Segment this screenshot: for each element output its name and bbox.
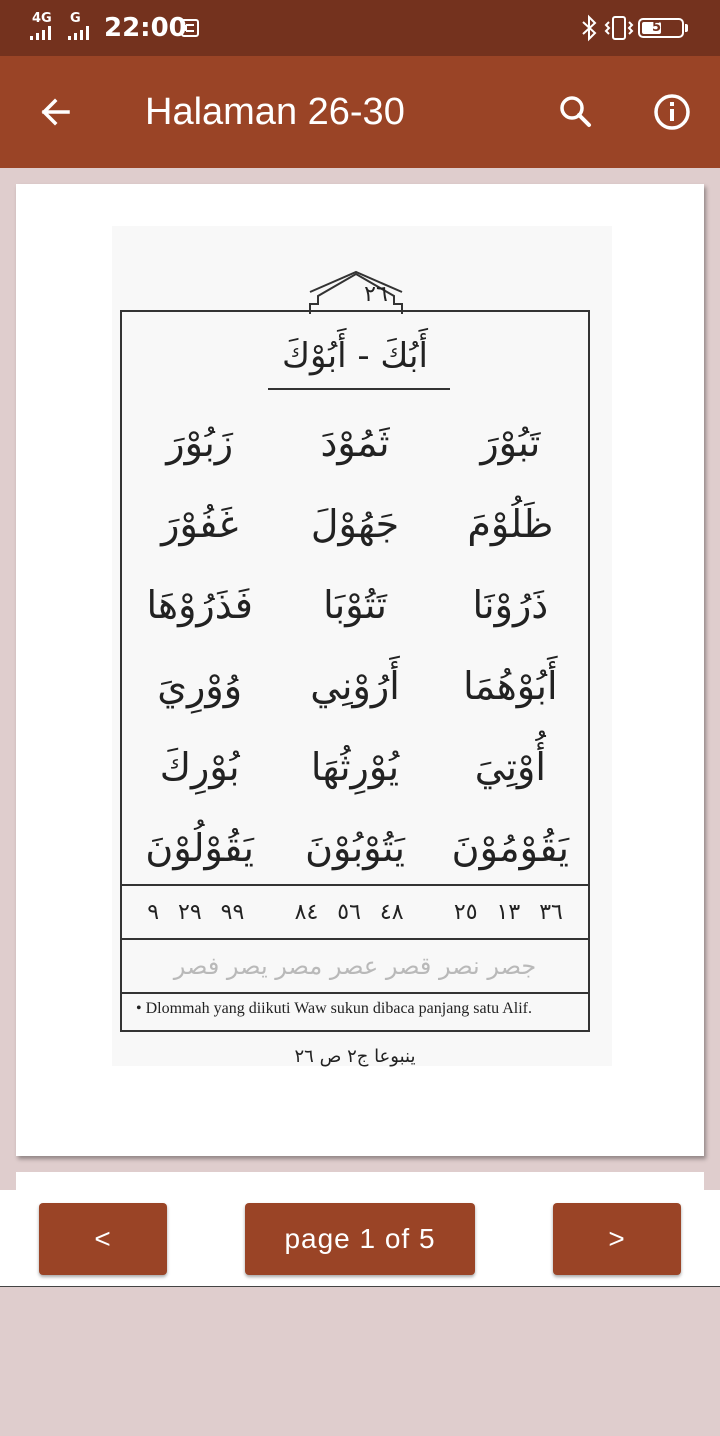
previous-page-button[interactable]: < bbox=[39, 1203, 167, 1275]
bluetooth-icon bbox=[580, 14, 598, 42]
info-icon[interactable] bbox=[650, 90, 694, 134]
word-item: يَقُوْلُوْنَ bbox=[145, 825, 254, 870]
signal-bars-icon-2 bbox=[68, 26, 98, 40]
bullet-icon: • bbox=[136, 1000, 146, 1017]
word-item: فَذَرُوْهَا bbox=[146, 582, 253, 627]
title-underline bbox=[268, 388, 450, 390]
next-page-button[interactable]: > bbox=[553, 1203, 681, 1275]
status-bar bbox=[0, 0, 720, 56]
number-group: ٣٦ ١٣ ٢٥ bbox=[453, 899, 563, 925]
vibrate-icon bbox=[604, 14, 634, 42]
word-item: غَفُوْرَ bbox=[161, 501, 239, 546]
lesson-frame bbox=[120, 310, 590, 1032]
signal-indicator bbox=[30, 12, 96, 40]
network-type-secondary: G bbox=[70, 11, 81, 26]
back-button[interactable] bbox=[34, 90, 78, 134]
battery-tip bbox=[685, 24, 688, 32]
pager-bar bbox=[0, 1190, 720, 1287]
word-item: ذَرُوْنَا bbox=[472, 582, 549, 627]
page-title: Halaman 26-30 bbox=[145, 91, 405, 133]
network-type: 4G bbox=[32, 11, 52, 26]
word-item: أُوْتِيَ bbox=[474, 744, 546, 789]
number-group: ٩٩ ٢٩ ٩ bbox=[147, 899, 245, 925]
word-item: زَبُوْرَ bbox=[166, 420, 234, 465]
word-item: يَتُوْبُوْنَ bbox=[305, 825, 405, 870]
word-item: يَقُوْمُوْنَ bbox=[451, 825, 569, 870]
book-page-number: ٢٦ bbox=[364, 282, 388, 307]
word-item: أَرُوْنِي bbox=[310, 663, 400, 708]
lesson-note bbox=[136, 1000, 578, 1018]
app-bar bbox=[0, 56, 720, 168]
signal-bars-icon bbox=[30, 26, 60, 40]
word-item: جَهُوْلَ bbox=[310, 501, 400, 546]
clock: 22:00 bbox=[104, 13, 187, 43]
word-item: تَبُوْرَ bbox=[480, 420, 541, 465]
book-page-image bbox=[112, 226, 612, 1066]
numbers-row bbox=[122, 884, 588, 940]
word-item: وُوْرِيَ bbox=[157, 663, 243, 708]
lesson-title: أَبُكَ - أَبُوْكَ bbox=[282, 336, 428, 376]
page-viewer bbox=[16, 184, 704, 1156]
word-item: يُوْرِثُهَا bbox=[310, 744, 400, 789]
word-item: أَبُوْهُمَا bbox=[463, 663, 558, 708]
lesson-note-text: Dlommah yang diikuti Waw sukun dibaca panjang satu Alif. bbox=[145, 1000, 532, 1017]
search-icon[interactable] bbox=[554, 90, 598, 134]
word-item: ظَلُوْمَ bbox=[467, 501, 554, 546]
battery-percent: 51 bbox=[651, 20, 671, 35]
word-item: تَتُوْبَا bbox=[323, 582, 387, 627]
screenshot-icon bbox=[180, 18, 200, 38]
word-grid bbox=[122, 402, 588, 888]
number-group: ٤٨ ٥٦ ٨٤ bbox=[294, 899, 404, 925]
tracing-practice: جصر نصر قصر عصر مصر يصر فصر bbox=[122, 940, 588, 994]
page-indicator-button[interactable]: page 1 of 5 bbox=[245, 1203, 475, 1275]
word-item: ثَمُوْدَ bbox=[320, 420, 390, 465]
battery-icon bbox=[638, 18, 684, 38]
book-source: ينبوعا ج٢ ص ٢٦ bbox=[294, 1046, 416, 1067]
word-item: بُوْرِكَ bbox=[159, 744, 240, 789]
